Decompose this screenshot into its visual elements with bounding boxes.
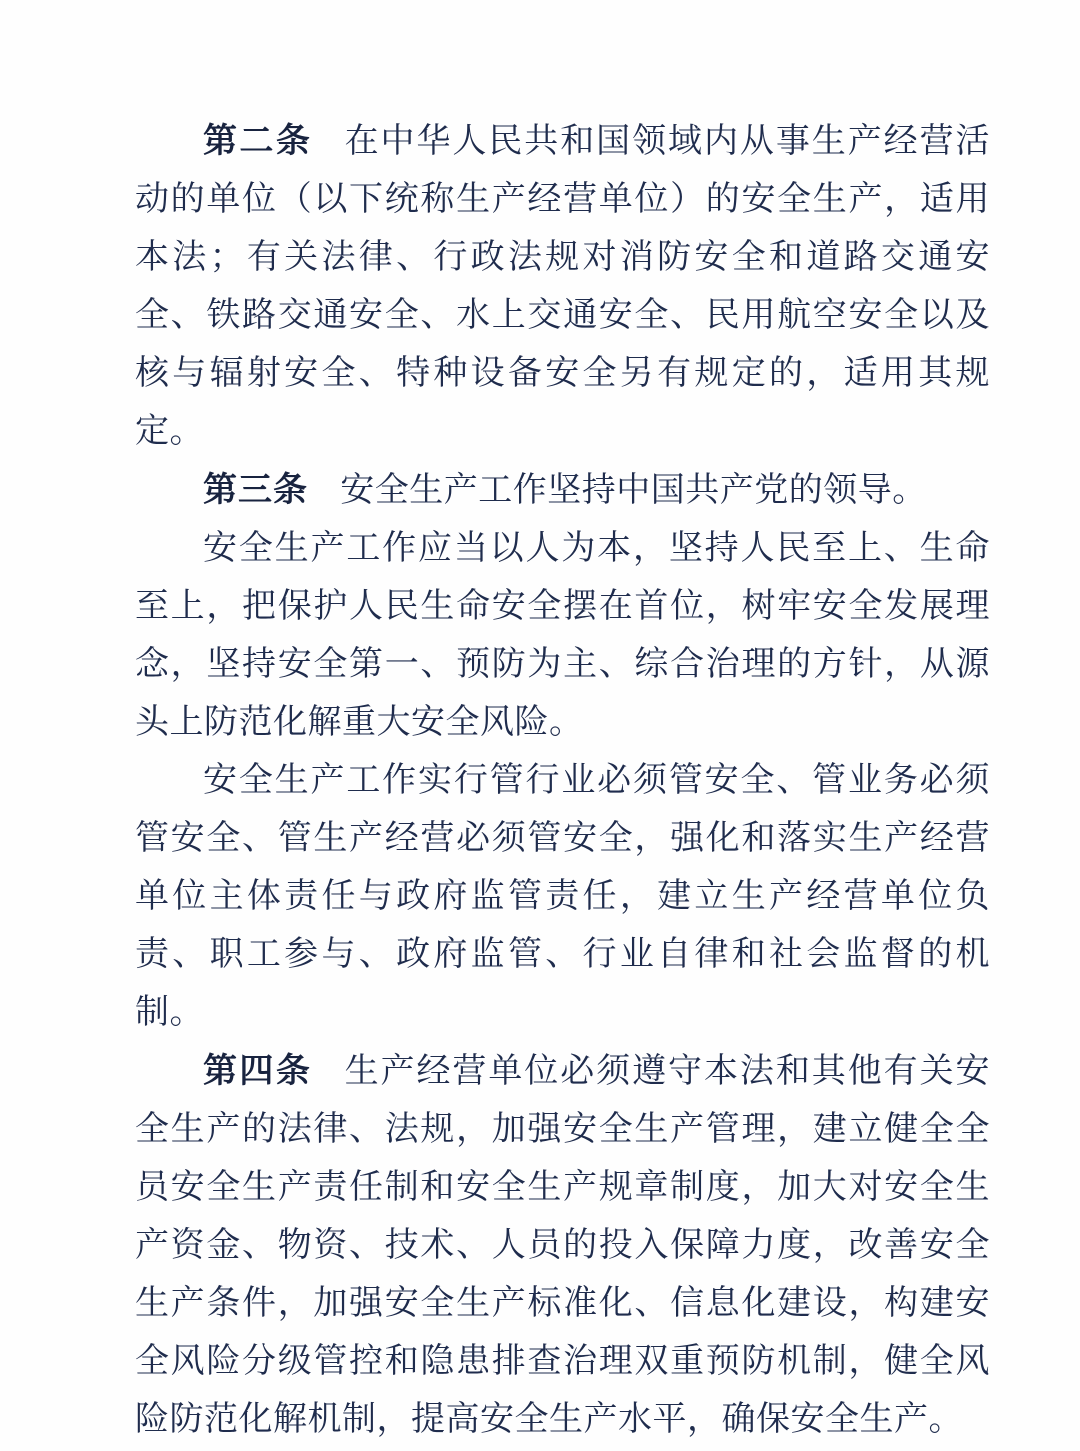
article-3-clause-3-text: 安全生产工作实行管行业必须管安全、管业务必须管安全、管生产经营必须管安全，强化和落实生产经营单位主体责任与政府监管责任，建立生产经营单位负责、职工参与、政府监管、行业自律和社会监督的机制。	[135, 762, 990, 1031]
article-2-text: 在中华人民共和国领域内从事生产经营活动的单位（以下统称生产经营单位）的安全生产，适用本法；有关法律、行政法规对消防安全和道路交通安全、铁路交通安全、水上交通安全、民用航空安全以及核与辐射安全、特种设备安全另有规定的，适用其规定。	[135, 123, 991, 450]
article-3-clause-3-paragraph	[135, 752, 990, 1042]
article-4-text: 生产经营单位必须遵守本法和其他有关安全生产的法律、法规，加强安全生产管理，建立健全全员安全生产责任制和安全生产规章制度，加大对安全生产资金、物资、技术、人员的投入保障力度，改善安全生产条件，加强安全生产标准化、信息化建设，构建安全风险分级管控和隐患排查治理双重预防机制，健全风险防范化解机制，提高安全生产水平，确保安全生产。	[135, 1053, 991, 1438]
article-3-number: 第三条	[203, 471, 308, 509]
article-3-clause-2-text: 安全生产工作应当以人为本，坚持人民至上、生命至上，把保护人民生命安全摆在首位，树牢安全发展理念，坚持安全第一、预防为主、综合治理的方针，从源头上防范化解重大安全风险。	[135, 530, 990, 741]
article-3-clause-2-paragraph	[135, 520, 990, 752]
article-3-paragraph	[135, 461, 990, 520]
article-4-paragraph	[135, 1042, 990, 1449]
article-4-number: 第四条	[203, 1052, 313, 1090]
article-3-text: 安全生产工作坚持中国共产党的领导。	[340, 472, 927, 509]
article-2-paragraph	[135, 112, 990, 461]
article-2-number: 第二条	[203, 122, 313, 160]
